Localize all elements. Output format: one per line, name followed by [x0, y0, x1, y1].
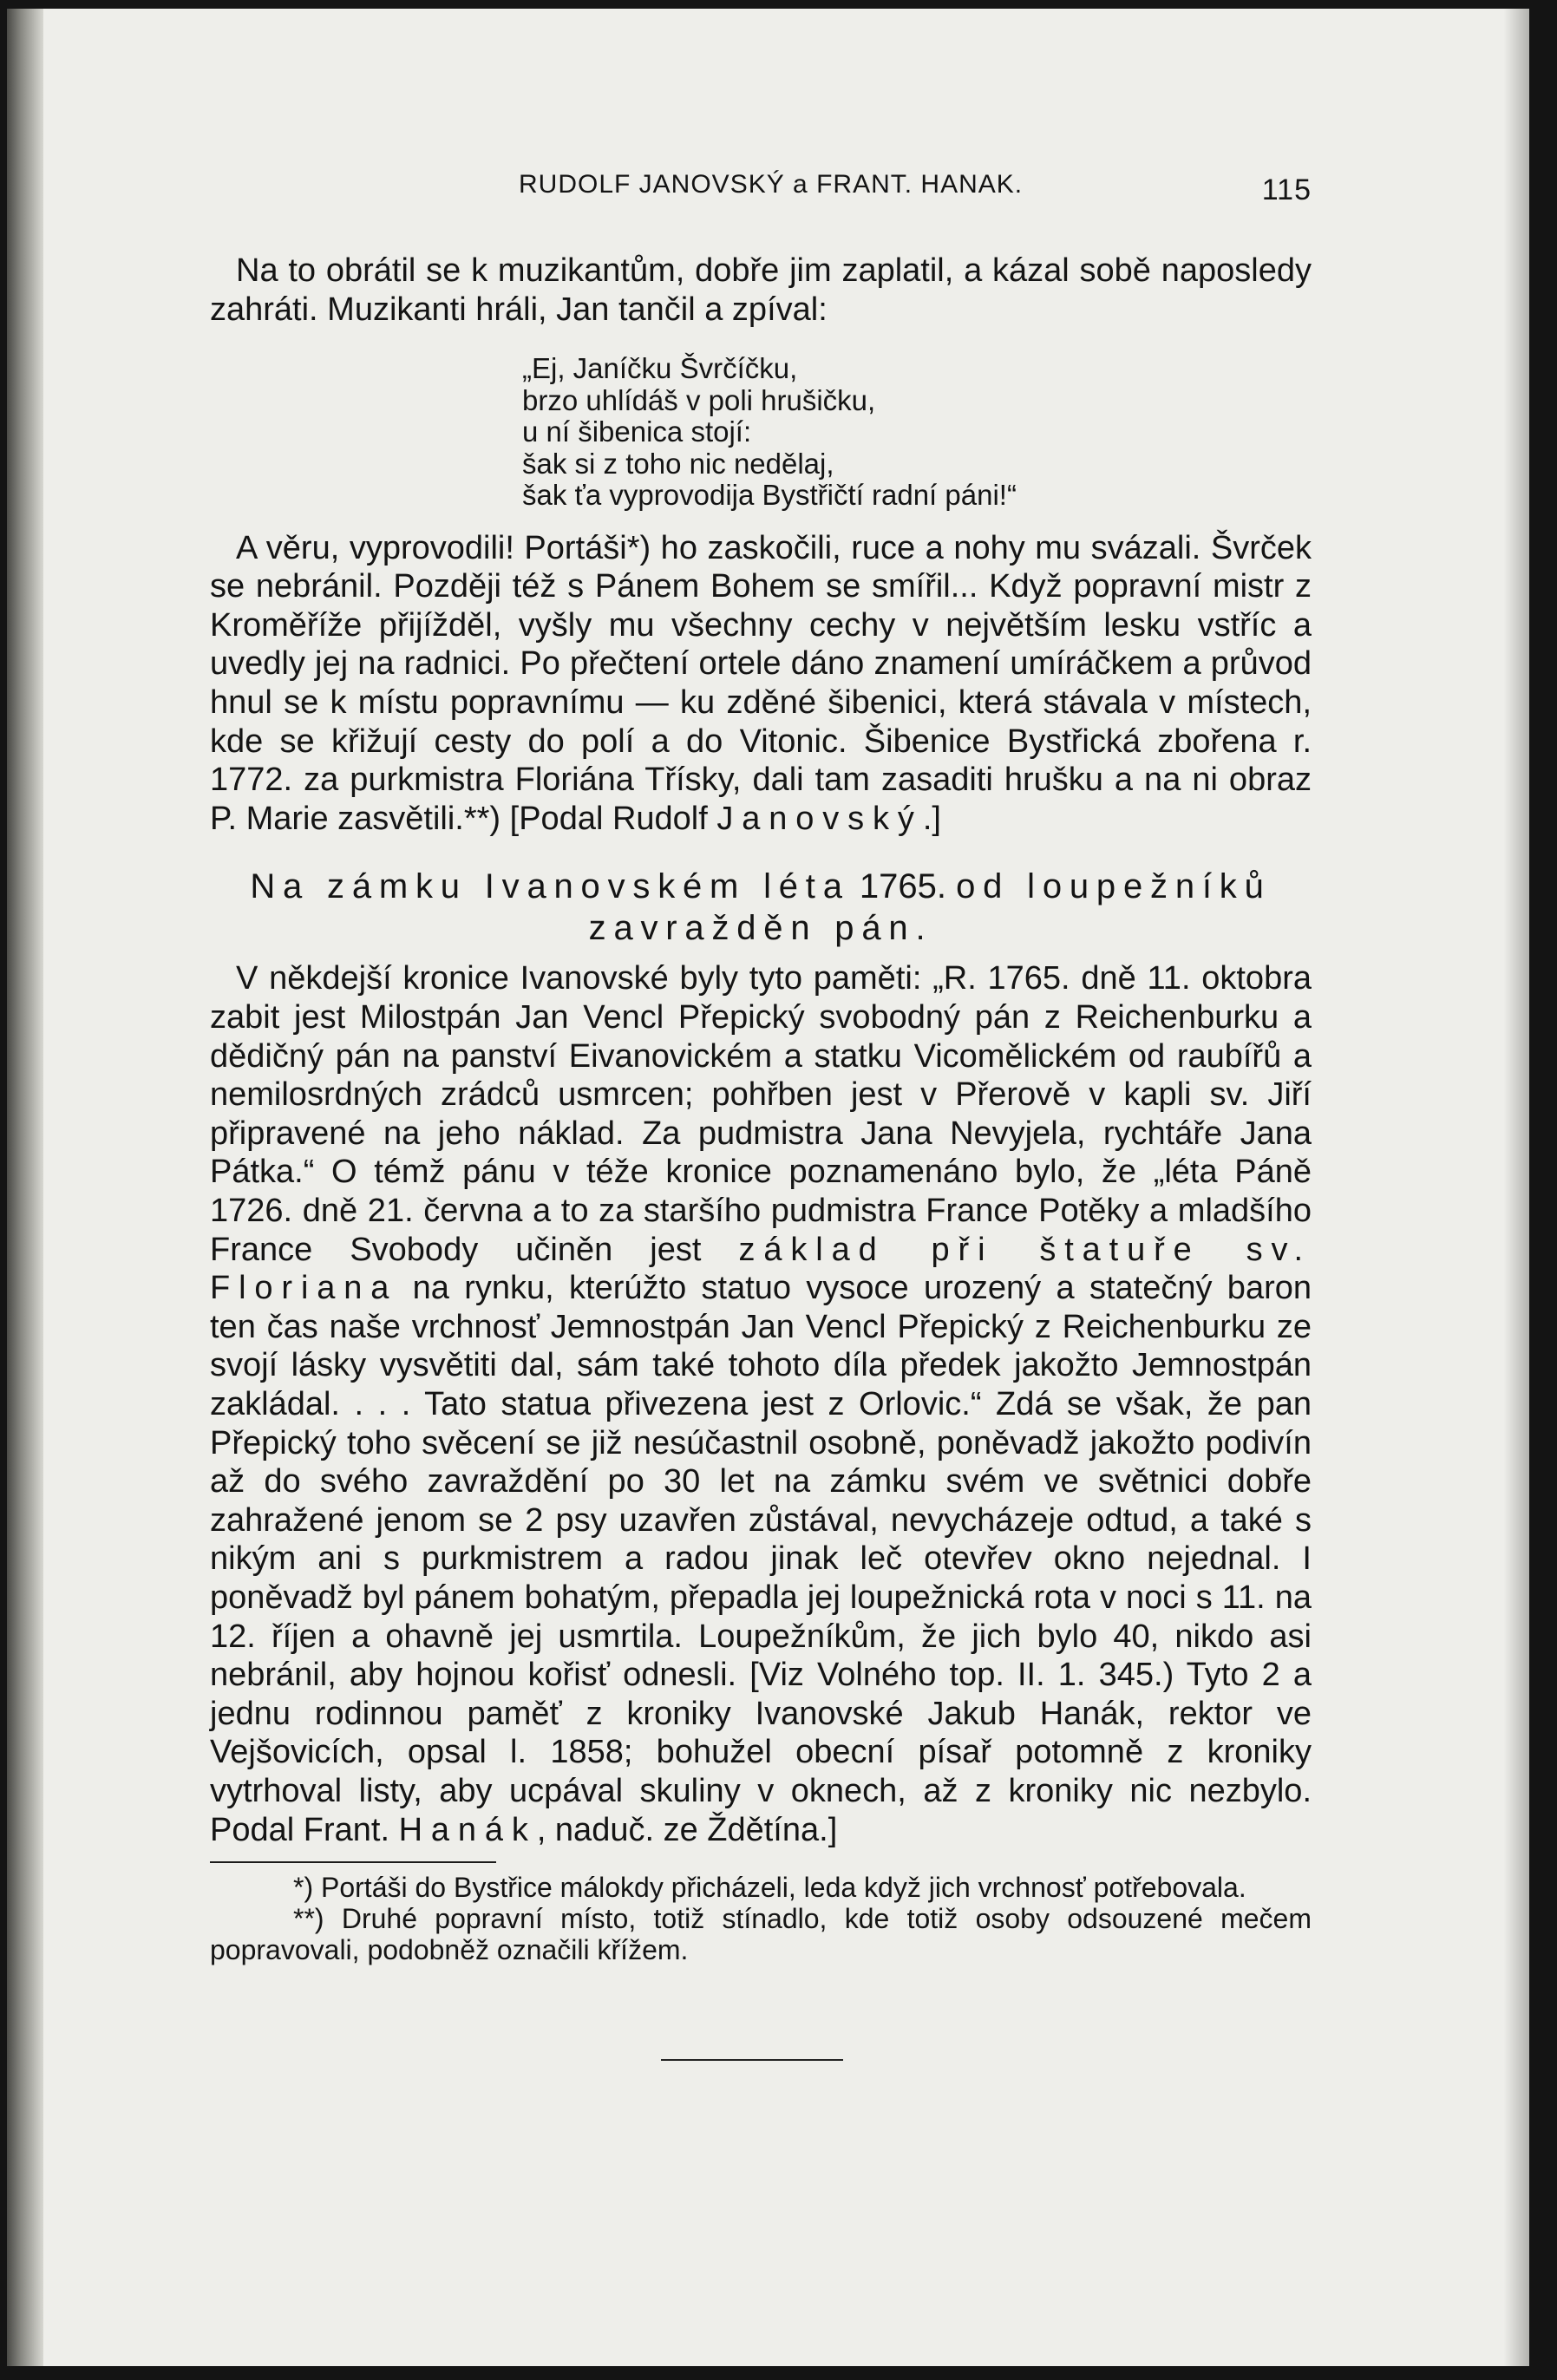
book-page: [7, 9, 1529, 2366]
page-text: [210, 170, 1312, 2061]
verse-line: „Ej, Janíčku Švrčíčku,: [522, 352, 798, 385]
running-title: RUDOLF JANOVSKÝ a FRANT. HANAK.: [519, 170, 1024, 199]
footnote-2: **) Druhé popravní místo, totiž stínadlo, kde totiž osoby odsouzené mečem popravovali, podobněž označili křížem.: [210, 1903, 1312, 1966]
credit-name: Janovský: [716, 800, 923, 837]
heading-year: 1765.: [859, 867, 947, 906]
credit-suffix: .]: [922, 800, 941, 837]
page-edge-shadow: [1503, 9, 1529, 2366]
song-verse: [522, 353, 1312, 512]
emphasis-hanak: Hanák: [398, 1811, 537, 1848]
footnote-divider: [210, 1861, 496, 1863]
footnotes: [210, 1872, 1312, 1965]
verse-line: šak ťa vyprovodija Bystřičtí radní páni!“: [522, 479, 1017, 512]
verse-line: u ní šibenica stojí:: [522, 415, 752, 448]
running-header: [210, 170, 1312, 217]
paragraph-2-text: A věru, vyprovodili! Portáši*) ho zaskočili, ruce a nohy mu svázali. Švrček se nebránil. Později též s Pánem Bohem se smířil... Když popravní mistr z Kroměříže přijížděl, vyšly mu všechny cechy v největším lesku vstříc a uvedly jej na radnici. Po přečtení ortele dáno znamení umíráčkem a průvod hnul se k místu popravnímu — ku zděné šibenici, která stávala v místech, kde se křižují cesty do polí a do Vitonic. Šibenice Bystřická zbořena r. 1772. za purkmistra Floriána Třísky, dali tam zasaditi hrušku a na ni obraz P. Marie zasvětili.**): [210, 529, 1312, 837]
page-number: 115: [1261, 173, 1312, 206]
section-heading: [210, 866, 1312, 949]
page-binding-shadow: [7, 9, 43, 2366]
paragraph-1: Na to obrátil se k muzikantům, dobře jim zaplatil, a kázal sobě naposledy zahráti. Muzikanti hráli, Jan tančil a zpíval:: [210, 252, 1312, 328]
paragraph-3-text-c: , naduč. ze Ždětína.]: [536, 1811, 838, 1848]
paragraph-3-text-b: na rynku, kterúžto statuo vysoce urozený a statečný baron ten čas naše vrchnosť Jemnostpán Jan Vencl Přepický z Reichenburku ze svojí lásky vysvětiti dal, sám také tohoto díla předek jakožto Jemnostpán zakládal. . . . Tato statua přivezena jest z Orlovic.“ Zdá se však, že pan Přepický toho svěcení se již nesúčastnil osobně, poněvadž jakožto podivín až do svého zavraždění po 30 let na zámku svém ve světnici dobře zahražené jenom se 2 psy uzavřen zůstával, nevycházeje odtud, a také s nikým ani s purkmistrem a radou jinak leč otevřev okno nejednal. I poněvadž byl pánem bohatým, přepadla jej loupežnická rota v noci s 11. na 12. říjen a ohavně jej usmrtila. Loupežníkům, že jich bylo 40, nikdo asi nebránil, aby hojnou kořisť odnesli. [Viz Volného top. II. 1. 345.) Tyto 2 a jednu rodinnou paměť z kroniky Ivanovské Jakub Hanák, rektor ve Vejšovicích, opsal l. 1858; bohužel obecní písař potomně z kroniky vytrhoval listy, aby ucpával skuliny v oknech, až z kroniky nic nezbylo. Podal Frant.: [210, 1270, 1312, 1848]
verse-line: brzo uhlídáš v poli hrušičku,: [522, 383, 876, 416]
verse-line: šak si z toho nic nedělaj,: [522, 447, 834, 480]
credit-prefix: [Podal Rudolf: [509, 800, 717, 837]
paragraph-2: [210, 529, 1312, 839]
emphasis-zaklad: základ při štatuře sv. Floriana: [210, 1231, 1312, 1307]
footnote-1: *) Portáši do Bystřice málokdy přicházeli, leda když jich vrchnosť potřebovala.: [293, 1872, 1246, 1904]
end-rule: [661, 2059, 843, 2061]
paragraph-3-text-a: V někdejší kronice Ivanovské byly tyto paměti: „R. 1765. dně 11. oktobra zabit jest Milostpán Jan Vencl Přepický svobodný pán z Reichenburku a dědičný pán na panství Eivanovickém a statku Vicomělickém od raubířů a nemilosrdných zrádců usmrcen; pohřben jest v Přerově v kapli sv. Jiří připravené na jeho náklad. Za pudmistra Jana Nevyjela, rychtáře Jana Pátka.“ O témž pánu v téže kronice poznamenáno bylo, že „léta Páně 1726. dně 21. června a to za staršího pudmistra France Potěky a mladšího France Svobody učiněn jest: [210, 960, 1312, 1268]
paragraph-3: [210, 959, 1312, 1849]
heading-part1: Na zámku Ivanovském léta: [250, 867, 850, 906]
heading-part2: od loupežníků zavražděn pán.: [588, 867, 1272, 948]
